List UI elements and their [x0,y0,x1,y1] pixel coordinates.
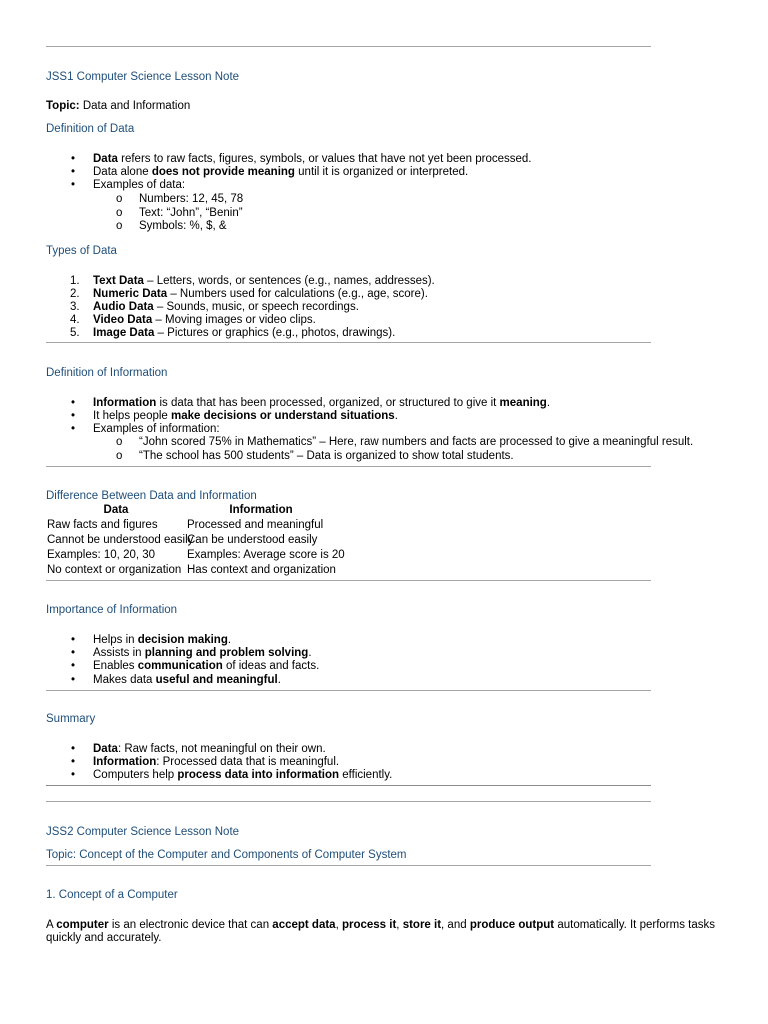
bold-text: Audio Data [93,301,154,313]
list-item [93,153,532,166]
list-item [93,301,359,314]
list-item [93,743,326,756]
page-title: JSS1 Computer Science Lesson Note [46,71,240,83]
text: Enables [93,660,138,672]
table-cell: No context or organization [47,564,182,576]
section-heading-definition-of-information: Definition of Information [46,367,168,379]
table-cell: Processed and meaningful [187,519,324,531]
topic-heading-jss2: Topic: Concept of the Computer and Components of Computer System [46,849,407,861]
horizontal-rule [46,690,651,691]
sub-list-item: Text: “John”, “Benin” [139,207,243,219]
text: . [394,410,398,422]
table-cell: Can be understood easily [187,534,318,546]
circle-bullet-icon: o [116,207,123,219]
sub-list-item: Numbers: 12, 45, 78 [139,193,244,205]
bold-text: Information [93,397,157,409]
bullet-icon: • [71,769,76,781]
section-heading-summary: Summary [46,713,96,725]
list-item [93,288,428,301]
bold-text: Information [93,756,157,768]
table-cell: Has context and organization [187,564,336,576]
text: refers to raw facts, figures, symbols, or values that have not yet been processed. [117,153,532,165]
text: . [227,634,232,646]
bold-text: produce output [469,919,555,931]
text: automatically. It performs tasks quickly and accurately. [46,919,715,944]
text: – Sounds, music, or speech recordings. [153,301,359,313]
horizontal-rule [46,865,651,866]
text: – Moving images or video clips. [152,314,316,326]
section-heading-types-of-data: Types of Data [46,245,117,257]
list-item [93,634,231,647]
list-number: 2. [70,288,80,300]
text: It helps people [93,410,172,422]
text: is data that has been processed, organized, or structured to give it [156,397,500,409]
text: , [396,919,403,931]
text: – Pictures or graphics (e.g., photos, drawings). [154,327,396,339]
table-header-information: Information [229,504,293,516]
bold-text: communication [137,660,223,672]
section-heading-concept-of-computer: 1. Concept of a Computer [46,889,178,901]
bullet-icon: • [71,647,76,659]
bold-text: meaning [499,397,547,409]
text: . [546,397,551,409]
bullet-icon: • [71,153,76,165]
bullet-icon: • [71,743,76,755]
text: Helps in [93,634,138,646]
text: Computers help [93,769,178,781]
bold-text: Video Data [93,314,153,326]
bullet-icon: • [71,397,76,409]
list-item [93,166,468,179]
table-cell: Raw facts and figures [47,519,158,531]
horizontal-rule [46,342,651,343]
text: : Raw facts, not meaningful on their own. [117,743,326,755]
circle-bullet-icon: o [116,193,123,205]
list-item: Examples of information: [93,423,220,435]
circle-bullet-icon: o [116,436,123,448]
list-item [93,674,281,687]
table-cell: Examples: 10, 20, 30 [47,549,156,561]
text: – Numbers used for calculations (e.g., age, score). [167,288,428,300]
text: – Letters, words, or sentences (e.g., names, addresses). [143,275,435,287]
text: efficiently. [339,769,393,781]
list-item [93,756,339,769]
bold-text: make decisions or understand situations [171,410,395,422]
paragraph [46,919,736,945]
bullet-icon: • [71,674,76,686]
text: . [308,647,312,659]
list-item [93,327,395,340]
bullet-icon: • [71,634,76,646]
list-item [93,275,435,288]
bold-text: Data [93,153,118,165]
text: , [335,919,342,931]
section-heading-definition-of-data: Definition of Data [46,123,135,135]
section-heading-difference: Difference Between Data and Information [46,490,257,502]
bullet-icon: • [71,423,76,435]
topic-line [46,100,190,113]
bold-text: does not provide meaning [151,166,295,178]
sub-list-item: Symbols: %, $, & [139,220,227,232]
bold-text: planning and problem solving [144,647,309,659]
bold-text: accept data [272,919,336,931]
text: , and [441,919,470,931]
horizontal-rule [46,466,651,467]
horizontal-rule [46,801,651,802]
list-item [93,397,550,410]
text: until it is organized or interpreted. [294,166,469,178]
bullet-icon: • [71,410,76,422]
bullet-icon: • [71,179,76,191]
table-cell: Cannot be understood easily [47,534,194,546]
bold-text: Numeric Data [93,288,168,300]
text: is an electronic device that can [108,919,273,931]
bold-text: Data [93,743,118,755]
list-number: 4. [70,314,80,326]
text: Makes data [93,674,156,686]
table-cell: Examples: Average score is 20 [187,549,345,561]
list-item [93,410,398,423]
bullet-icon: • [71,756,76,768]
list-item [93,647,312,660]
text: Assists in [93,647,145,659]
section-heading-importance: Importance of Information [46,604,178,616]
list-number: 1. [70,275,80,287]
bold-text: Text Data [93,275,144,287]
topic-value: Data and Information [79,100,191,112]
bullet-icon: • [71,660,76,672]
list-item [93,769,392,782]
topic-label: Topic: [46,100,80,112]
bold-text: process data into information [177,769,340,781]
bold-text: useful and meaningful [155,674,278,686]
bold-text: store it [402,919,442,931]
text: of ideas and facts. [222,660,320,672]
sub-list-item: “The school has 500 students” – Data is organized to show total students. [139,450,514,462]
bold-text: Image Data [93,327,155,339]
bold-text: decision making [137,634,228,646]
bold-text: process it [341,919,397,931]
text: . [277,674,281,686]
text: A [46,919,57,931]
table-header-data: Data [103,504,129,516]
list-number: 5. [70,327,80,339]
text: Data alone [93,166,152,178]
horizontal-rule [46,46,651,47]
horizontal-rule [46,580,651,581]
bullet-icon: • [71,166,76,178]
list-item [93,314,316,327]
text: : Processed data that is meaningful. [156,756,340,768]
horizontal-rule [46,785,651,786]
list-item: Examples of data: [93,179,186,191]
bold-text: computer [56,919,109,931]
list-number: 3. [70,301,80,313]
sub-list-item: “John scored 75% in Mathematics” – Here, raw numbers and facts are processed to give a meaningful result. [139,436,694,448]
list-item [93,660,319,673]
circle-bullet-icon: o [116,450,123,462]
page-title-jss2: JSS2 Computer Science Lesson Note [46,826,240,838]
circle-bullet-icon: o [116,220,123,232]
